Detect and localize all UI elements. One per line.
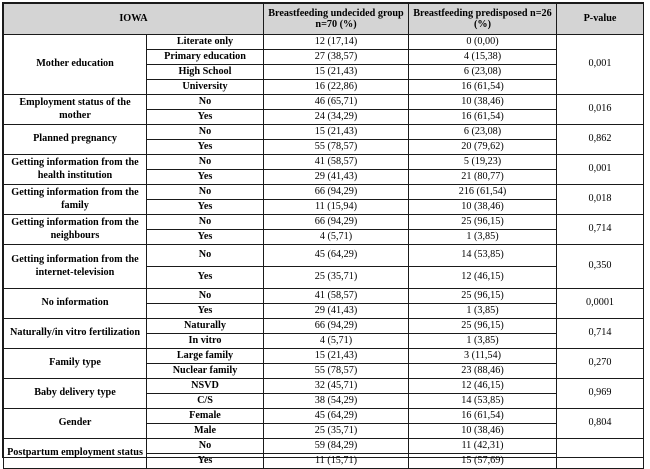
undecided-count-cell: 15 (21,43) [264,125,409,140]
undecided-count-cell: 27 (38,57) [264,50,409,65]
undecided-count-cell: 41 (58,57) [264,155,409,170]
predisposed-count-cell: 23 (88,46) [409,364,557,379]
predisposed-count-cell: 10 (38,46) [409,200,557,215]
undecided-count-cell: 55 (78,57) [264,364,409,379]
category-label: In vitro [147,334,264,349]
undecided-count-cell: 66 (94,29) [264,215,409,230]
predisposed-count-cell: 21 (80,77) [409,170,557,185]
undecided-count-cell: 59 (84,29) [264,439,409,454]
category-label: Yes [147,267,264,289]
table-row [4,245,644,267]
header-iowa: IOWA [4,4,264,35]
p-value-cell: 0,969 [557,379,644,409]
variable-label: No information [4,289,147,319]
table-row [4,289,644,304]
p-value-cell: 0,350 [557,245,644,289]
variable-label: Getting information from the family [4,185,147,215]
variable-label: Getting information from the health institution [4,155,147,185]
table-row [4,215,644,230]
undecided-count-cell: 38 (54,29) [264,394,409,409]
predisposed-count-cell: 25 (96,15) [409,319,557,334]
predisposed-count-cell: 5 (19,23) [409,155,557,170]
variable-label: Getting information from the internet-television [4,245,147,289]
header-row [4,4,644,35]
predisposed-count-cell: 1 (3,85) [409,334,557,349]
category-label: Yes [147,304,264,319]
p-value-cell: 0,0001 [557,289,644,319]
undecided-count-cell: 45 (64,29) [264,409,409,424]
variable-label: Employment status of the mother [4,95,147,125]
undecided-count-cell: 15 (21,43) [264,65,409,80]
category-label: No [147,215,264,230]
p-value-cell: 0,714 [557,215,644,245]
undecided-count-cell: 11 (15,71) [264,454,409,469]
variable-label: Mother education [4,35,147,95]
header-p-value: P-value [557,4,644,35]
category-label: Yes [147,200,264,215]
undecided-count-cell: 25 (35,71) [264,424,409,439]
category-label: Primary education [147,50,264,65]
undecided-count-cell: 66 (94,29) [264,319,409,334]
undecided-count-cell: 4 (5,71) [264,334,409,349]
header-undecided-group: Breastfeeding undecided group n=70 (%) [264,4,409,35]
table-body [4,35,644,469]
undecided-count-cell: 24 (34,29) [264,110,409,125]
table-row [4,125,644,140]
undecided-count-cell: 29 (41,43) [264,170,409,185]
undecided-count-cell: 66 (94,29) [264,185,409,200]
table-row [4,185,644,200]
predisposed-count-cell: 16 (61,54) [409,80,557,95]
table-row [4,35,644,50]
p-value-cell: 0,862 [557,125,644,155]
p-value-cell: 0,804 [557,409,644,439]
category-label: C/S [147,394,264,409]
category-label: Yes [147,454,264,469]
category-label: Literate only [147,35,264,50]
predisposed-count-cell: 216 (61,54) [409,185,557,200]
category-label: Yes [147,170,264,185]
undecided-count-cell: 25 (35,71) [264,267,409,289]
category-label: Female [147,409,264,424]
predisposed-count-cell: 3 (11,54) [409,349,557,364]
predisposed-count-cell: 16 (61,54) [409,110,557,125]
undecided-count-cell: 32 (45,71) [264,379,409,394]
predisposed-count-cell: 16 (61,54) [409,409,557,424]
table-row [4,439,644,454]
category-label: No [147,439,264,454]
p-value-cell: 0,270 [557,349,644,379]
variable-label: Baby delivery type [4,379,147,409]
predisposed-count-cell: 1 (3,85) [409,304,557,319]
p-value-cell: 0,714 [557,319,644,349]
predisposed-count-cell: 14 (53,85) [409,394,557,409]
predisposed-count-cell: 6 (23,08) [409,65,557,80]
p-value-cell [557,439,644,469]
category-label: Nuclear family [147,364,264,379]
p-value-cell: 0,016 [557,95,644,125]
predisposed-count-cell: 10 (38,46) [409,95,557,110]
category-label: No [147,125,264,140]
predisposed-count-cell: 14 (53,85) [409,245,557,267]
category-label: No [147,155,264,170]
category-label: Large family [147,349,264,364]
category-label: No [147,185,264,200]
predisposed-count-cell: 25 (96,15) [409,289,557,304]
category-label: Yes [147,230,264,245]
undecided-count-cell: 4 (5,71) [264,230,409,245]
category-label: Naturally [147,319,264,334]
undecided-count-cell: 11 (15,94) [264,200,409,215]
table-row [4,379,644,394]
table-row [4,349,644,364]
category-label: High School [147,65,264,80]
p-value-cell: 0,001 [557,155,644,185]
category-label: No [147,245,264,267]
table-row [4,319,644,334]
variable-label: Gender [4,409,147,439]
table-row [4,95,644,110]
variable-label: Getting information from the neighbours [4,215,147,245]
undecided-count-cell: 45 (64,29) [264,245,409,267]
header-predisposed-group: Breastfeeding predisposed n=26 (%) [409,4,557,35]
p-value-cell: 0,001 [557,35,644,95]
category-label: Yes [147,140,264,155]
table-frame [2,2,644,466]
iowa-results-table [3,3,644,469]
category-label: No [147,289,264,304]
variable-label: Family type [4,349,147,379]
variable-label: Naturally/in vitro fertilization [4,319,147,349]
undecided-count-cell: 46 (65,71) [264,95,409,110]
predisposed-count-cell: 15 (57,69) [409,454,557,469]
table-row [4,409,644,424]
category-label: Yes [147,110,264,125]
undecided-count-cell: 29 (41,43) [264,304,409,319]
table-row [4,155,644,170]
undecided-count-cell: 41 (58,57) [264,289,409,304]
variable-label: Planned pregnancy [4,125,147,155]
predisposed-count-cell: 1 (3,85) [409,230,557,245]
category-label: University [147,80,264,95]
predisposed-count-cell: 25 (96,15) [409,215,557,230]
variable-label: Postpartum employment status [4,439,147,469]
predisposed-count-cell: 12 (46,15) [409,379,557,394]
undecided-count-cell: 15 (21,43) [264,349,409,364]
predisposed-count-cell: 6 (23,08) [409,125,557,140]
predisposed-count-cell: 10 (38,46) [409,424,557,439]
predisposed-count-cell: 12 (46,15) [409,267,557,289]
predisposed-count-cell: 11 (42,31) [409,439,557,454]
category-label: No [147,95,264,110]
predisposed-count-cell: 0 (0,00) [409,35,557,50]
predisposed-count-cell: 20 (79,62) [409,140,557,155]
category-label: NSVD [147,379,264,394]
undecided-count-cell: 12 (17,14) [264,35,409,50]
predisposed-count-cell: 4 (15,38) [409,50,557,65]
undecided-count-cell: 16 (22,86) [264,80,409,95]
p-value-cell: 0,018 [557,185,644,215]
category-label: Male [147,424,264,439]
undecided-count-cell: 55 (78,57) [264,140,409,155]
